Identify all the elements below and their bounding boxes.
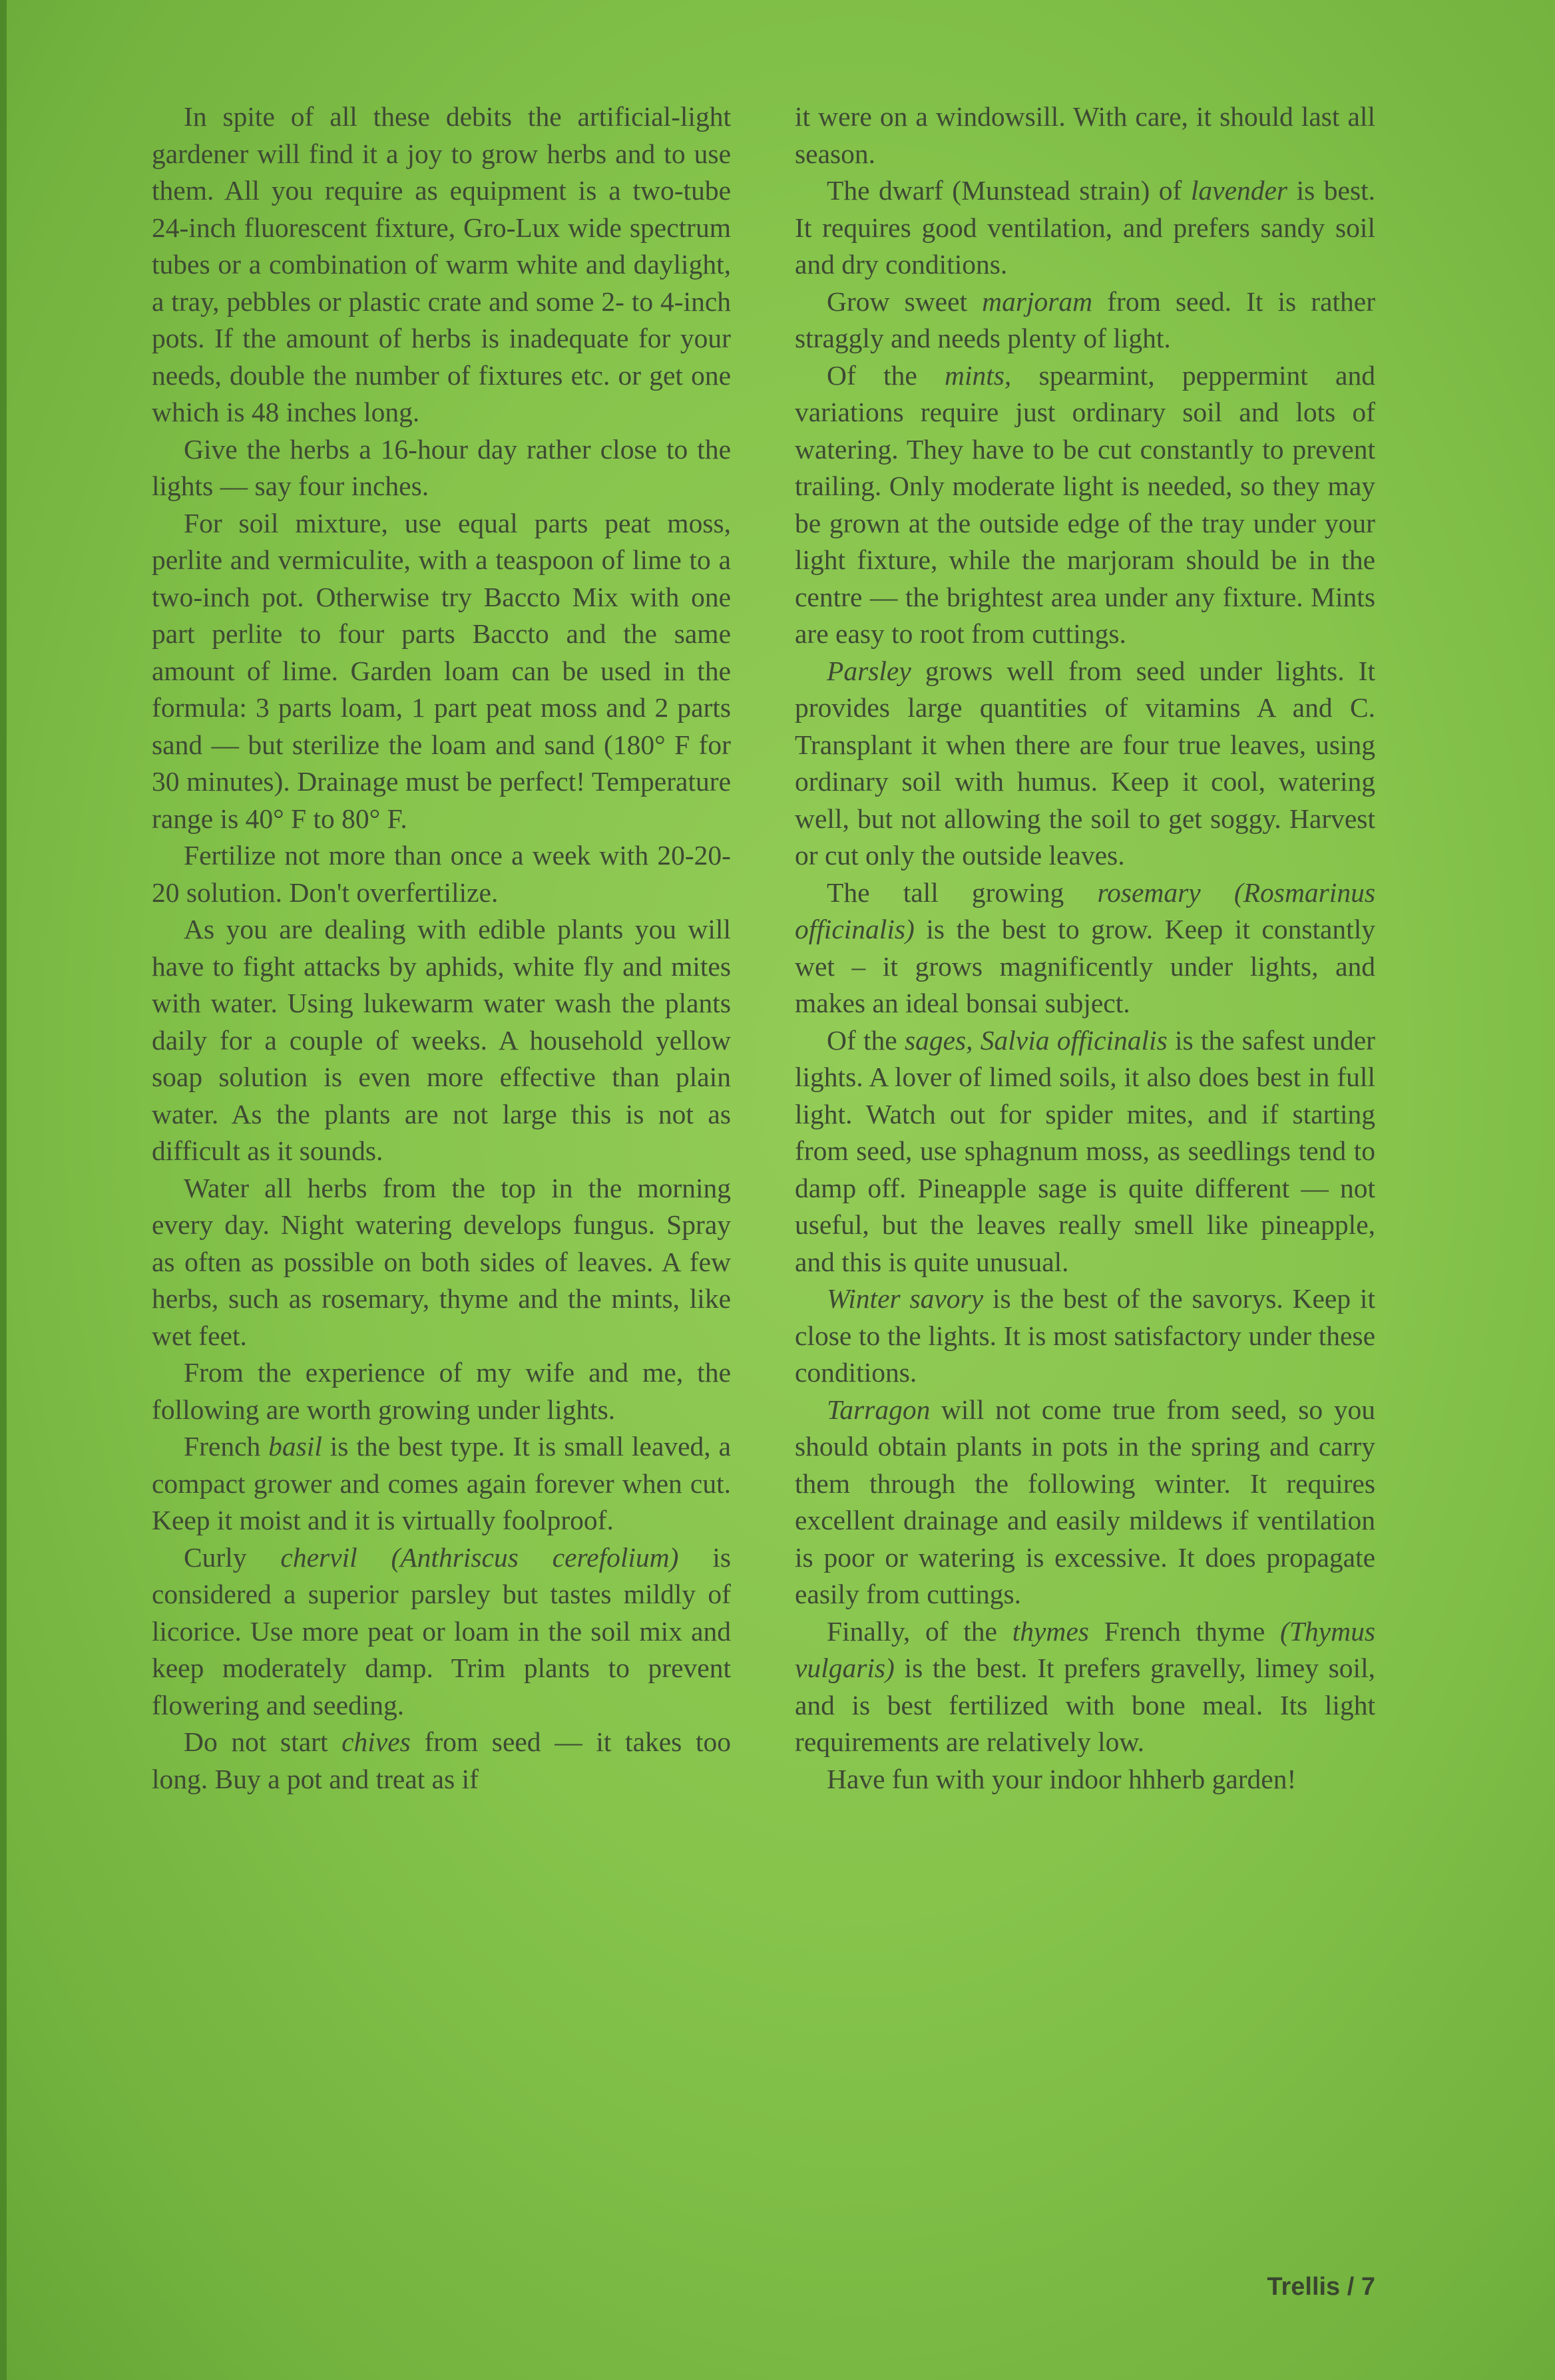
text-run: is considered a superior parsley but tastes mildly of licorice. Use more peat or loam in the soil mix and keep moderately damp. Trim plants to prevent flowering and seeding. xyxy=(152,1541,731,1720)
paragraph xyxy=(795,653,1375,875)
text-run: The tall growing xyxy=(827,877,1098,908)
text-run: Finally, of the xyxy=(827,1615,1012,1647)
italic-term: basil xyxy=(268,1431,322,1462)
italic-term: marjoram xyxy=(982,286,1093,317)
paragraph xyxy=(795,1392,1375,1613)
text-run: French thyme xyxy=(1088,1615,1281,1647)
page-footer: Trellis / 7 xyxy=(1267,2273,1375,2301)
paragraph xyxy=(152,911,731,1170)
paragraph xyxy=(152,1539,731,1724)
text-run: Have fun with your indoor hhherb garden! xyxy=(827,1763,1297,1794)
text-run: As you are dealing with edible plants you will have to fight attacks by aphids, white fly and mites with water. Using lukewarm water wash the plants daily for a couple of weeks. A household yellow soap solution is even more effective than plain water. As the plants are not large this is not as difficult as it sounds. xyxy=(152,914,731,1166)
text-run: Curly xyxy=(184,1541,281,1573)
text-run: Of the xyxy=(827,1024,905,1056)
paragraph xyxy=(795,172,1375,284)
italic-term: mints, xyxy=(944,359,1012,391)
text-run: Grow sweet xyxy=(827,286,983,317)
text-run: Do not start xyxy=(184,1726,342,1757)
text-run: is the best to grow. Keep it constantly wet – it grows magnificently under lights, and makes an ideal bonsai subject. xyxy=(795,914,1375,1018)
paragraph xyxy=(152,99,731,431)
text-run: French xyxy=(184,1431,269,1462)
text-run: Of the xyxy=(827,359,945,391)
text-run: grows well from seed under lights. It provides large quantities of vitamins A and C. Transplant it when there are four true leaves, using ordinary soil with humus. Keep it cool, watering well, but not allowing the soil to get soggy. Harvest or cut only the outside leaves. xyxy=(795,655,1375,871)
italic-term: Winter savory xyxy=(827,1283,984,1314)
text-run: is the best. It prefers gravelly, limey soil, and is best fertilized with bone meal. Its light requirements are relatively low. xyxy=(795,1653,1375,1757)
text-run: From the experience of my wife and me, the following are worth growing under lights. xyxy=(152,1357,731,1425)
text-run: it were on a windowsill. With care, it should last all season. xyxy=(795,101,1375,169)
paragraph xyxy=(795,1022,1375,1281)
italic-term: sages, Salvia officinalis xyxy=(904,1024,1168,1056)
paragraph xyxy=(795,1281,1375,1392)
italic-term: (Thymus vulgaris) xyxy=(795,1615,1375,1683)
paragraph xyxy=(152,1724,731,1798)
paragraph xyxy=(152,1170,731,1355)
italic-term: chives xyxy=(341,1726,411,1757)
paragraph xyxy=(795,1761,1375,1798)
left-column xyxy=(152,99,731,1798)
text-run: from seed. It is rather straggly and needs plenty of light. xyxy=(795,286,1376,353)
italic-term: Tarragon xyxy=(827,1394,931,1425)
paragraph xyxy=(152,1354,731,1428)
paragraph xyxy=(795,357,1375,653)
text-run: is best. It requires good ventilation, and prefers sandy soil and dry conditions. xyxy=(795,175,1375,280)
paragraph xyxy=(152,431,731,505)
paragraph xyxy=(795,1613,1375,1761)
paragraph xyxy=(795,99,1375,172)
text-run: is the best of the savorys. Keep it close to the lights. It is most satisfactory under these conditions. xyxy=(795,1283,1375,1388)
right-column xyxy=(795,99,1375,1798)
text-run: Fertilize not more than once a week with 20-20-20 solution. Don't overfertilize. xyxy=(152,840,731,908)
text-run: from seed — it takes too long. Buy a pot and treat as if xyxy=(152,1726,731,1794)
text-run: Give the herbs a 16-hour day rather close to the lights — say four inches. xyxy=(152,433,731,501)
page-edge xyxy=(0,0,7,2380)
italic-term: lavender xyxy=(1190,175,1288,206)
text-run: will not come true from seed, so you should obtain plants in pots in the spring and carry them through the following winter. It requires excellent drainage and easily mildews if ventilation is poor or watering is excessive. It does propagate easily from cuttings. xyxy=(795,1394,1375,1609)
paragraph xyxy=(152,505,731,838)
text-run: is the best type. It is small leaved, a compact grower and comes again forever when cut. Keep it moist and it is virtually foolproof. xyxy=(152,1431,731,1535)
italic-term: thymes xyxy=(1012,1615,1089,1647)
italic-term: chervil (Anthriscus cerefolium) xyxy=(280,1541,679,1573)
paragraph xyxy=(152,1428,731,1539)
paragraph xyxy=(152,837,731,911)
paragraph xyxy=(795,284,1375,357)
text-run: is the safest under lights. A lover of limed soils, it also does best in full light. Watch out for spider mites, and if starting from seed, use sphagnum moss, as seedlings tend to damp off. Pineapple sage is quite different — not useful, but the leaves really smell like pineapple, and this is quite unusual. xyxy=(795,1024,1375,1277)
italic-term: rosemary (Rosmarinus officinalis) xyxy=(795,877,1375,944)
text-run: In spite of all these debits the artificial-light gardener will find it a joy to grow herbs and to use them. All you require as equipment is a two-tube 24-inch fluorescent fixture, Gro-Lux wide spectrum tubes or a combination of warm white and daylight, a tray, pebbles or plastic crate and some 2- to 4-inch pots. If the amount of herbs is inadequate for your needs, double the number of fixtures etc. or get one which is 48 inches long. xyxy=(152,101,731,427)
text-run: For soil mixture, use equal parts peat moss, perlite and vermiculite, with a teaspoon of lime to a two-inch pot. Otherwise try Baccto Mix with one part perlite to four parts Baccto and the same amount of lime. Garden loam can be used in the formula: 3 parts loam, 1 part peat moss and 2 parts sand — but sterilize the loam and sand (180° F for 30 minutes). Drainage must be perfect! Temperature range is 40° F to 80° F. xyxy=(152,507,731,834)
italic-term: Parsley xyxy=(827,655,911,686)
paragraph xyxy=(795,875,1375,1022)
text-run: The dwarf (Munstead strain) of xyxy=(827,175,1191,206)
text-run: spearmint, peppermint and variations require just ordinary soil and lots of watering. They have to be cut constantly to prevent trailing. Only moderate light is needed, so they may be grown at the outside edge of the tray under your light fixture, while the marjoram should be in the centre — the brightest area under any fixture. Mints are easy to root from cuttings. xyxy=(795,359,1375,649)
text-run: Water all herbs from the top in the morning every day. Night watering develops fungus. Spray as often as possible on both sides of leaves. A few herbs, such as rosemary, thyme and the mints, like wet feet. xyxy=(152,1172,731,1351)
